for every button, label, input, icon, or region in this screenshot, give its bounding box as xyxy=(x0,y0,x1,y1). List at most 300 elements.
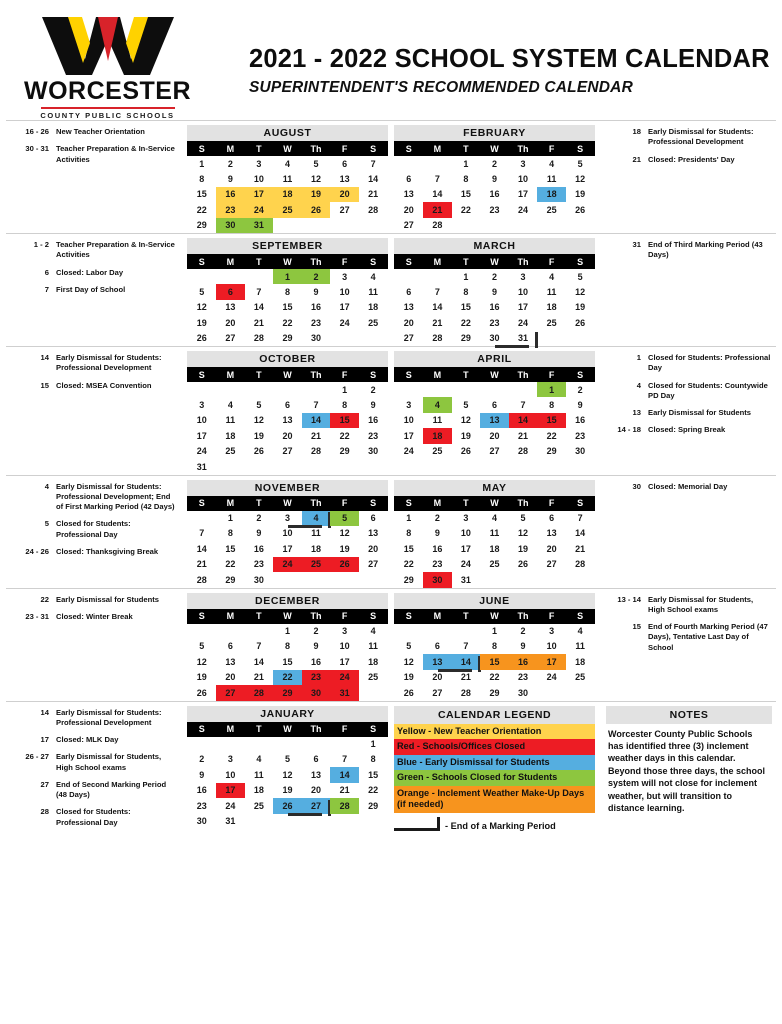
day-cell-4[interactable]: 4 xyxy=(284,158,290,169)
day-cell-20[interactable]: 20 xyxy=(489,430,500,441)
day-cell-29[interactable]: 29 xyxy=(489,687,500,698)
day-cell-4[interactable]: 4 xyxy=(491,513,497,523)
day-cell-21[interactable]: 21 xyxy=(339,785,350,796)
day-cell-9[interactable]: 9 xyxy=(577,399,583,410)
day-cell-11[interactable]: 11 xyxy=(254,769,264,780)
day-cell-2[interactable]: 2 xyxy=(313,626,319,636)
day-cell-15[interactable]: 15 xyxy=(196,189,207,200)
day-cell-29[interactable]: 29 xyxy=(368,800,379,811)
day-cell-3[interactable]: 3 xyxy=(520,271,526,282)
day-cell-29[interactable]: 29 xyxy=(225,574,236,585)
day-cell-10[interactable]: 10 xyxy=(282,528,293,539)
day-cell-21[interactable]: 21 xyxy=(460,672,471,683)
day-cell-15[interactable]: 15 xyxy=(282,302,293,313)
day-cell-11[interactable]: 11 xyxy=(225,415,236,426)
day-cell-1[interactable]: 1 xyxy=(227,513,233,523)
day-cell-30[interactable]: 30 xyxy=(368,446,379,457)
day-cell-10[interactable]: 10 xyxy=(196,415,207,426)
day-cell-30[interactable]: 30 xyxy=(253,574,264,585)
day-cell-7[interactable]: 7 xyxy=(434,173,440,184)
day-cell-18[interactable]: 18 xyxy=(537,187,566,203)
day-cell-17[interactable]: 17 xyxy=(245,187,274,203)
day-cell-19[interactable]: 19 xyxy=(302,187,331,203)
day-cell-28[interactable]: 28 xyxy=(518,446,529,457)
day-cell-28[interactable]: 28 xyxy=(575,559,586,570)
day-cell-1[interactable]: 1 xyxy=(370,739,376,749)
day-cell-19[interactable]: 19 xyxy=(575,302,586,313)
day-cell-22[interactable]: 22 xyxy=(460,204,471,215)
day-cell-25[interactable]: 25 xyxy=(302,557,331,573)
day-cell-29[interactable]: 29 xyxy=(546,446,557,457)
day-cell-2[interactable]: 2 xyxy=(370,384,376,395)
day-cell-30[interactable]: 30 xyxy=(489,333,500,344)
day-cell-24[interactable]: 24 xyxy=(546,672,557,683)
day-cell-19[interactable]: 19 xyxy=(575,189,586,200)
day-cell-11[interactable]: 11 xyxy=(311,528,321,539)
day-cell-5[interactable]: 5 xyxy=(199,286,205,297)
day-cell-29[interactable]: 29 xyxy=(403,574,414,585)
day-cell-9[interactable]: 9 xyxy=(491,173,497,184)
day-cell-24[interactable]: 24 xyxy=(225,800,236,811)
day-cell-2[interactable]: 2 xyxy=(491,158,497,169)
day-cell-15[interactable]: 15 xyxy=(330,413,359,429)
day-cell-13[interactable]: 13 xyxy=(311,769,322,780)
day-cell-23[interactable]: 23 xyxy=(196,800,207,811)
day-cell-5[interactable]: 5 xyxy=(463,399,469,410)
day-cell-16[interactable]: 16 xyxy=(311,302,322,313)
day-cell-12[interactable]: 12 xyxy=(282,769,293,780)
day-cell-14[interactable]: 14 xyxy=(432,189,443,200)
day-cell-19[interactable]: 19 xyxy=(196,672,207,683)
day-cell-26[interactable]: 26 xyxy=(330,557,359,573)
day-cell-5[interactable]: 5 xyxy=(256,399,262,410)
day-cell-2[interactable]: 2 xyxy=(520,626,526,636)
day-cell-17[interactable]: 17 xyxy=(403,430,414,441)
day-cell-5[interactable]: 5 xyxy=(199,641,205,652)
day-cell-1[interactable]: 1 xyxy=(406,513,412,523)
day-cell-8[interactable]: 8 xyxy=(406,528,412,539)
day-cell-26[interactable]: 26 xyxy=(403,687,414,698)
day-cell-20[interactable]: 20 xyxy=(225,317,236,328)
day-cell-14[interactable]: 14 xyxy=(196,543,207,554)
day-cell-2[interactable]: 2 xyxy=(256,513,262,523)
day-cell-21[interactable]: 21 xyxy=(423,202,452,218)
day-cell-31[interactable]: 31 xyxy=(196,461,207,472)
day-cell-17[interactable]: 17 xyxy=(282,543,293,554)
day-cell-1[interactable]: 1 xyxy=(537,382,566,398)
day-cell-22[interactable]: 22 xyxy=(460,317,471,328)
day-cell-13[interactable]: 13 xyxy=(368,528,379,539)
day-cell-14[interactable]: 14 xyxy=(302,413,331,429)
day-cell-10[interactable]: 10 xyxy=(518,173,529,184)
day-cell-22[interactable]: 22 xyxy=(403,559,414,570)
day-cell-30[interactable]: 30 xyxy=(311,333,322,344)
day-cell-8[interactable]: 8 xyxy=(227,528,233,539)
day-cell-20[interactable]: 20 xyxy=(225,672,236,683)
day-cell-12[interactable]: 12 xyxy=(196,302,207,313)
day-cell-13[interactable]: 13 xyxy=(225,656,236,667)
day-cell-30[interactable]: 30 xyxy=(216,218,245,234)
day-cell-6[interactable]: 6 xyxy=(434,641,440,652)
day-cell-9[interactable]: 9 xyxy=(370,399,376,410)
day-cell-23[interactable]: 23 xyxy=(432,559,443,570)
day-cell-28[interactable]: 28 xyxy=(311,446,322,457)
day-cell-3[interactable]: 3 xyxy=(549,626,555,636)
day-cell-12[interactable]: 12 xyxy=(339,528,350,539)
day-cell-20[interactable]: 20 xyxy=(311,785,322,796)
day-cell-19[interactable]: 19 xyxy=(460,430,471,441)
day-cell-16[interactable]: 16 xyxy=(196,785,207,796)
day-cell-13[interactable]: 13 xyxy=(480,413,509,429)
day-cell-28[interactable]: 28 xyxy=(253,333,264,344)
day-cell-24[interactable]: 24 xyxy=(273,557,302,573)
day-cell-22[interactable]: 22 xyxy=(546,430,557,441)
day-cell-4[interactable]: 4 xyxy=(302,510,331,526)
day-cell-1[interactable]: 1 xyxy=(273,269,302,285)
day-cell-12[interactable]: 12 xyxy=(196,656,207,667)
day-cell-29[interactable]: 29 xyxy=(273,685,302,701)
day-cell-10[interactable]: 10 xyxy=(339,286,350,297)
day-cell-22[interactable]: 22 xyxy=(368,785,379,796)
day-cell-3[interactable]: 3 xyxy=(342,271,348,282)
day-cell-26[interactable]: 26 xyxy=(302,202,331,218)
day-cell-23[interactable]: 23 xyxy=(216,202,245,218)
day-cell-20[interactable]: 20 xyxy=(546,543,557,554)
day-cell-8[interactable]: 8 xyxy=(284,286,290,297)
day-cell-16[interactable]: 16 xyxy=(575,415,586,426)
day-cell-5[interactable]: 5 xyxy=(313,158,319,169)
day-cell-24[interactable]: 24 xyxy=(403,446,414,457)
day-cell-31[interactable]: 31 xyxy=(460,574,471,585)
day-cell-1[interactable]: 1 xyxy=(342,384,348,395)
day-cell-20[interactable]: 20 xyxy=(432,672,443,683)
day-cell-23[interactable]: 23 xyxy=(575,430,586,441)
day-cell-1[interactable]: 1 xyxy=(284,626,290,636)
day-cell-27[interactable]: 27 xyxy=(216,685,245,701)
day-cell-16[interactable]: 16 xyxy=(216,187,245,203)
day-cell-12[interactable]: 12 xyxy=(311,173,322,184)
day-cell-18[interactable]: 18 xyxy=(423,428,452,444)
day-cell-27[interactable]: 27 xyxy=(282,446,293,457)
day-cell-29[interactable]: 29 xyxy=(460,333,471,344)
day-cell-10[interactable]: 10 xyxy=(518,286,529,297)
day-cell-26[interactable]: 26 xyxy=(575,317,586,328)
day-cell-7[interactable]: 7 xyxy=(256,641,262,652)
day-cell-6[interactable]: 6 xyxy=(406,173,412,184)
day-cell-27[interactable]: 27 xyxy=(403,333,414,344)
day-cell-8[interactable]: 8 xyxy=(463,173,469,184)
day-cell-3[interactable]: 3 xyxy=(256,158,262,169)
day-cell-18[interactable]: 18 xyxy=(253,785,264,796)
day-cell-27[interactable]: 27 xyxy=(339,204,350,215)
day-cell-13[interactable]: 13 xyxy=(403,302,414,313)
day-cell-22[interactable]: 22 xyxy=(196,204,207,215)
day-cell-19[interactable]: 19 xyxy=(253,430,264,441)
day-cell-9[interactable]: 9 xyxy=(199,769,205,780)
day-cell-18[interactable]: 18 xyxy=(546,302,557,313)
day-cell-30[interactable]: 30 xyxy=(302,685,331,701)
day-cell-2[interactable]: 2 xyxy=(199,754,205,765)
day-cell-9[interactable]: 9 xyxy=(313,641,319,652)
day-cell-28[interactable]: 28 xyxy=(196,574,207,585)
day-cell-3[interactable]: 3 xyxy=(227,754,233,765)
day-cell-23[interactable]: 23 xyxy=(253,559,264,570)
day-cell-19[interactable]: 19 xyxy=(339,543,350,554)
day-cell-23[interactable]: 23 xyxy=(368,430,379,441)
day-cell-27[interactable]: 27 xyxy=(489,446,500,457)
day-cell-13[interactable]: 13 xyxy=(403,189,414,200)
day-cell-7[interactable]: 7 xyxy=(463,641,469,652)
day-cell-8[interactable]: 8 xyxy=(549,399,555,410)
day-cell-6[interactable]: 6 xyxy=(227,641,233,652)
day-cell-29[interactable]: 29 xyxy=(196,220,207,231)
day-cell-17[interactable]: 17 xyxy=(460,543,471,554)
day-cell-2[interactable]: 2 xyxy=(434,513,440,523)
day-cell-18[interactable]: 18 xyxy=(311,543,322,554)
day-cell-19[interactable]: 19 xyxy=(518,543,529,554)
day-cell-16[interactable]: 16 xyxy=(432,543,443,554)
day-cell-25[interactable]: 25 xyxy=(546,317,557,328)
day-cell-21[interactable]: 21 xyxy=(575,543,586,554)
day-cell-21[interactable]: 21 xyxy=(253,317,264,328)
day-cell-31[interactable]: 31 xyxy=(245,218,274,234)
day-cell-8[interactable]: 8 xyxy=(342,399,348,410)
day-cell-17[interactable]: 17 xyxy=(339,302,350,313)
day-cell-10[interactable]: 10 xyxy=(546,641,557,652)
day-cell-23[interactable]: 23 xyxy=(489,204,500,215)
day-cell-18[interactable]: 18 xyxy=(368,302,379,313)
day-cell-17[interactable]: 17 xyxy=(196,430,207,441)
day-cell-21[interactable]: 21 xyxy=(432,317,443,328)
day-cell-26[interactable]: 26 xyxy=(273,798,302,814)
day-cell-27[interactable]: 27 xyxy=(225,333,236,344)
day-cell-17[interactable]: 17 xyxy=(216,783,245,799)
day-cell-24[interactable]: 24 xyxy=(245,202,274,218)
day-cell-23[interactable]: 23 xyxy=(489,317,500,328)
day-cell-25[interactable]: 25 xyxy=(575,672,586,683)
day-cell-4[interactable]: 4 xyxy=(549,271,555,282)
day-cell-25[interactable]: 25 xyxy=(273,202,302,218)
day-cell-26[interactable]: 26 xyxy=(518,559,529,570)
day-cell-15[interactable]: 15 xyxy=(480,654,509,670)
day-cell-5[interactable]: 5 xyxy=(406,641,412,652)
day-cell-6[interactable]: 6 xyxy=(370,513,376,523)
day-cell-7[interactable]: 7 xyxy=(199,528,205,539)
day-cell-20[interactable]: 20 xyxy=(330,187,359,203)
day-cell-7[interactable]: 7 xyxy=(313,399,319,410)
day-cell-13[interactable]: 13 xyxy=(225,302,236,313)
day-cell-21[interactable]: 21 xyxy=(253,672,264,683)
day-cell-8[interactable]: 8 xyxy=(199,173,205,184)
day-cell-31[interactable]: 31 xyxy=(509,331,538,347)
day-cell-22[interactable]: 22 xyxy=(339,430,350,441)
day-cell-11[interactable]: 11 xyxy=(546,173,557,184)
day-cell-15[interactable]: 15 xyxy=(282,656,293,667)
day-cell-13[interactable]: 13 xyxy=(546,528,557,539)
day-cell-24[interactable]: 24 xyxy=(460,559,471,570)
day-cell-6[interactable]: 6 xyxy=(216,284,245,300)
day-cell-3[interactable]: 3 xyxy=(284,513,290,523)
day-cell-7[interactable]: 7 xyxy=(370,158,376,169)
day-cell-16[interactable]: 16 xyxy=(489,189,500,200)
day-cell-28[interactable]: 28 xyxy=(368,204,379,215)
day-cell-11[interactable]: 11 xyxy=(432,415,443,426)
day-cell-14[interactable]: 14 xyxy=(432,302,443,313)
day-cell-9[interactable]: 9 xyxy=(256,528,262,539)
day-cell-16[interactable]: 16 xyxy=(311,656,322,667)
day-cell-30[interactable]: 30 xyxy=(196,816,207,827)
day-cell-25[interactable]: 25 xyxy=(432,446,443,457)
day-cell-5[interactable]: 5 xyxy=(284,754,290,765)
day-cell-21[interactable]: 21 xyxy=(311,430,322,441)
day-cell-28[interactable]: 28 xyxy=(330,798,359,814)
day-cell-16[interactable]: 16 xyxy=(509,654,538,670)
day-cell-5[interactable]: 5 xyxy=(577,158,583,169)
day-cell-7[interactable]: 7 xyxy=(520,399,526,410)
day-cell-11[interactable]: 11 xyxy=(282,173,293,184)
day-cell-18[interactable]: 18 xyxy=(225,430,236,441)
day-cell-14[interactable]: 14 xyxy=(452,654,481,670)
day-cell-28[interactable]: 28 xyxy=(432,333,443,344)
day-cell-9[interactable]: 9 xyxy=(520,641,526,652)
day-cell-22[interactable]: 22 xyxy=(273,670,302,686)
day-cell-17[interactable]: 17 xyxy=(537,654,566,670)
day-cell-5[interactable]: 5 xyxy=(577,271,583,282)
day-cell-11[interactable]: 11 xyxy=(368,641,378,652)
day-cell-15[interactable]: 15 xyxy=(368,769,379,780)
day-cell-16[interactable]: 16 xyxy=(253,543,264,554)
day-cell-6[interactable]: 6 xyxy=(284,399,290,410)
day-cell-7[interactable]: 7 xyxy=(434,286,440,297)
day-cell-13[interactable]: 13 xyxy=(339,173,350,184)
day-cell-15[interactable]: 15 xyxy=(225,543,236,554)
day-cell-11[interactable]: 11 xyxy=(489,528,500,539)
day-cell-30[interactable]: 30 xyxy=(518,687,529,698)
day-cell-16[interactable]: 16 xyxy=(489,302,500,313)
day-cell-7[interactable]: 7 xyxy=(342,754,348,765)
day-cell-24[interactable]: 24 xyxy=(339,317,350,328)
day-cell-9[interactable]: 9 xyxy=(227,173,233,184)
day-cell-8[interactable]: 8 xyxy=(491,641,497,652)
day-cell-10[interactable]: 10 xyxy=(460,528,471,539)
day-cell-9[interactable]: 9 xyxy=(434,528,440,539)
day-cell-13[interactable]: 13 xyxy=(423,654,452,670)
day-cell-18[interactable]: 18 xyxy=(368,656,379,667)
day-cell-20[interactable]: 20 xyxy=(282,430,293,441)
day-cell-11[interactable]: 11 xyxy=(575,641,585,652)
day-cell-4[interactable]: 4 xyxy=(577,626,583,636)
day-cell-9[interactable]: 9 xyxy=(313,286,319,297)
day-cell-3[interactable]: 3 xyxy=(199,399,205,410)
day-cell-1[interactable]: 1 xyxy=(463,158,469,169)
day-cell-27[interactable]: 27 xyxy=(368,559,379,570)
day-cell-14[interactable]: 14 xyxy=(330,767,359,783)
day-cell-2[interactable]: 2 xyxy=(491,271,497,282)
day-cell-6[interactable]: 6 xyxy=(491,399,497,410)
day-cell-8[interactable]: 8 xyxy=(370,754,376,765)
day-cell-4[interactable]: 4 xyxy=(370,626,376,636)
day-cell-14[interactable]: 14 xyxy=(509,413,538,429)
day-cell-5[interactable]: 5 xyxy=(520,513,526,523)
day-cell-10[interactable]: 10 xyxy=(403,415,414,426)
day-cell-3[interactable]: 3 xyxy=(406,399,412,410)
day-cell-16[interactable]: 16 xyxy=(368,415,379,426)
day-cell-3[interactable]: 3 xyxy=(520,158,526,169)
day-cell-21[interactable]: 21 xyxy=(518,430,529,441)
day-cell-10[interactable]: 10 xyxy=(339,641,350,652)
day-cell-10[interactable]: 10 xyxy=(253,173,264,184)
day-cell-12[interactable]: 12 xyxy=(460,415,471,426)
day-cell-23[interactable]: 23 xyxy=(518,672,529,683)
day-cell-2[interactable]: 2 xyxy=(302,269,331,285)
day-cell-22[interactable]: 22 xyxy=(282,317,293,328)
day-cell-27[interactable]: 27 xyxy=(403,220,414,231)
day-cell-26[interactable]: 26 xyxy=(460,446,471,457)
day-cell-25[interactable]: 25 xyxy=(489,559,500,570)
day-cell-30[interactable]: 30 xyxy=(423,572,452,588)
day-cell-28[interactable]: 28 xyxy=(432,220,443,231)
day-cell-26[interactable]: 26 xyxy=(575,204,586,215)
day-cell-17[interactable]: 17 xyxy=(518,189,529,200)
day-cell-13[interactable]: 13 xyxy=(282,415,293,426)
day-cell-28[interactable]: 28 xyxy=(245,685,274,701)
day-cell-30[interactable]: 30 xyxy=(575,446,586,457)
day-cell-29[interactable]: 29 xyxy=(339,446,350,457)
day-cell-28[interactable]: 28 xyxy=(460,687,471,698)
day-cell-24[interactable]: 24 xyxy=(518,317,529,328)
day-cell-4[interactable]: 4 xyxy=(370,271,376,282)
day-cell-12[interactable]: 12 xyxy=(575,173,586,184)
day-cell-23[interactable]: 23 xyxy=(302,670,331,686)
day-cell-31[interactable]: 31 xyxy=(330,685,359,701)
day-cell-20[interactable]: 20 xyxy=(403,204,414,215)
day-cell-1[interactable]: 1 xyxy=(199,158,205,169)
day-cell-4[interactable]: 4 xyxy=(549,158,555,169)
day-cell-1[interactable]: 1 xyxy=(463,271,469,282)
day-cell-21[interactable]: 21 xyxy=(368,189,379,200)
day-cell-18[interactable]: 18 xyxy=(575,656,586,667)
day-cell-15[interactable]: 15 xyxy=(403,543,414,554)
day-cell-25[interactable]: 25 xyxy=(225,446,236,457)
day-cell-15[interactable]: 15 xyxy=(460,302,471,313)
day-cell-9[interactable]: 9 xyxy=(491,286,497,297)
day-cell-15[interactable]: 15 xyxy=(460,189,471,200)
day-cell-11[interactable]: 11 xyxy=(368,286,378,297)
day-cell-17[interactable]: 17 xyxy=(518,302,529,313)
day-cell-20[interactable]: 20 xyxy=(403,317,414,328)
day-cell-27[interactable]: 27 xyxy=(302,798,331,814)
day-cell-25[interactable]: 25 xyxy=(546,204,557,215)
day-cell-12[interactable]: 12 xyxy=(518,528,529,539)
day-cell-12[interactable]: 12 xyxy=(403,656,414,667)
day-cell-14[interactable]: 14 xyxy=(253,656,264,667)
day-cell-29[interactable]: 29 xyxy=(282,333,293,344)
day-cell-6[interactable]: 6 xyxy=(342,158,348,169)
day-cell-3[interactable]: 3 xyxy=(463,513,469,523)
day-cell-27[interactable]: 27 xyxy=(546,559,557,570)
day-cell-6[interactable]: 6 xyxy=(406,286,412,297)
day-cell-23[interactable]: 23 xyxy=(311,317,322,328)
day-cell-19[interactable]: 19 xyxy=(282,785,293,796)
day-cell-26[interactable]: 26 xyxy=(196,333,207,344)
day-cell-8[interactable]: 8 xyxy=(463,286,469,297)
day-cell-4[interactable]: 4 xyxy=(256,754,262,765)
day-cell-15[interactable]: 15 xyxy=(537,413,566,429)
day-cell-18[interactable]: 18 xyxy=(489,543,500,554)
day-cell-17[interactable]: 17 xyxy=(339,656,350,667)
day-cell-5[interactable]: 5 xyxy=(330,510,359,526)
day-cell-19[interactable]: 19 xyxy=(403,672,414,683)
